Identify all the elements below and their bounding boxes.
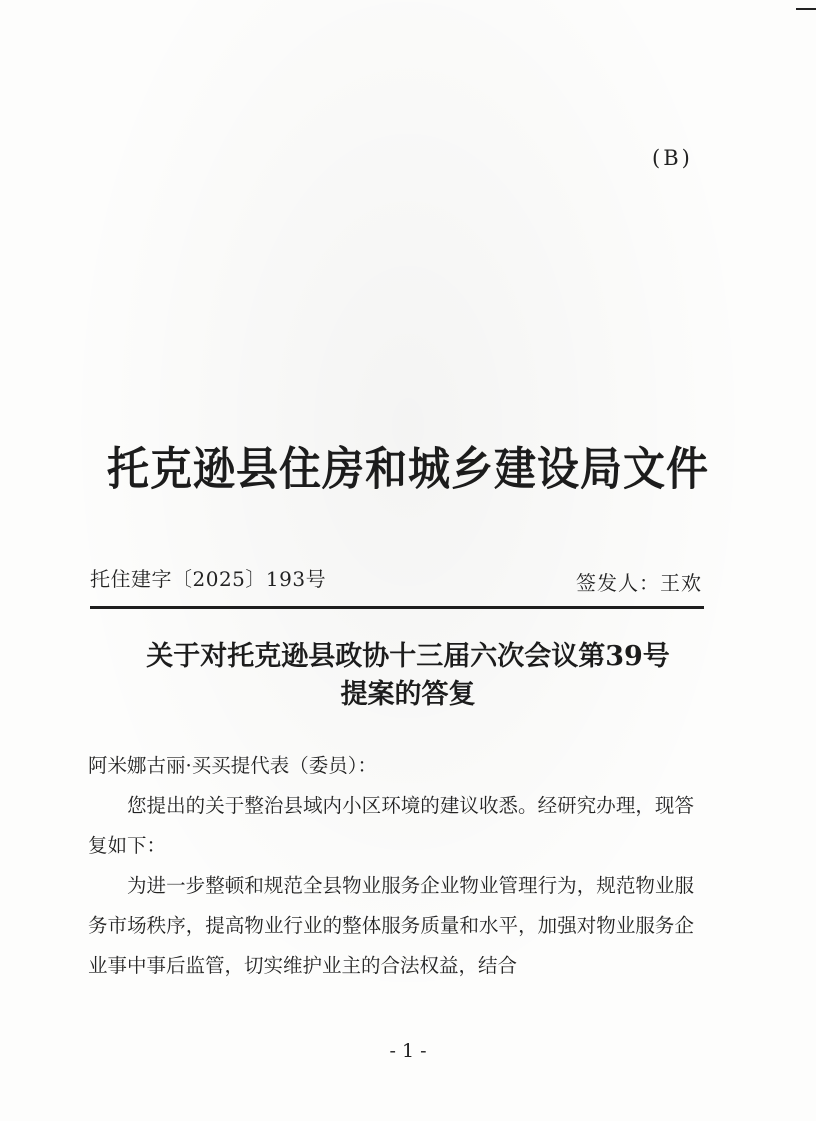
document-title-line-1: 关于对托克逊县政协十三届六次会议第39号: [146, 641, 670, 672]
page-number: - 1 -: [389, 1040, 427, 1062]
body-paragraph-1: 您提出的关于整治县域内小区环境的建议收悉。经研究办理，现答复如下：: [88, 794, 694, 857]
corner-mark: [796, 8, 816, 10]
header-divider: [90, 606, 704, 609]
body-paragraph-2: 为进一步整顿和规范全县物业服务企业物业管理行为，规范物业服务市场秩序，提高物业行业的整体服务质量和水平，加强对物业服务企业事中事后监管，切实维护业主的合法权益，结合: [88, 874, 694, 977]
grade-mark: (B): [652, 146, 693, 170]
document-number: 托住建字〔2025〕193号: [90, 567, 327, 591]
document-signer: 签发人：王欢: [576, 571, 702, 595]
document-meta-row: [90, 563, 702, 595]
salutation: 阿米娜古丽·买买提代表（委员）：: [88, 754, 377, 777]
document-title-line-2: 提案的答复: [340, 679, 476, 710]
document-title: [0, 638, 816, 714]
document-header-title: 托克逊县住房和城乡建设局文件: [106, 442, 709, 496]
document-body: [88, 746, 694, 986]
